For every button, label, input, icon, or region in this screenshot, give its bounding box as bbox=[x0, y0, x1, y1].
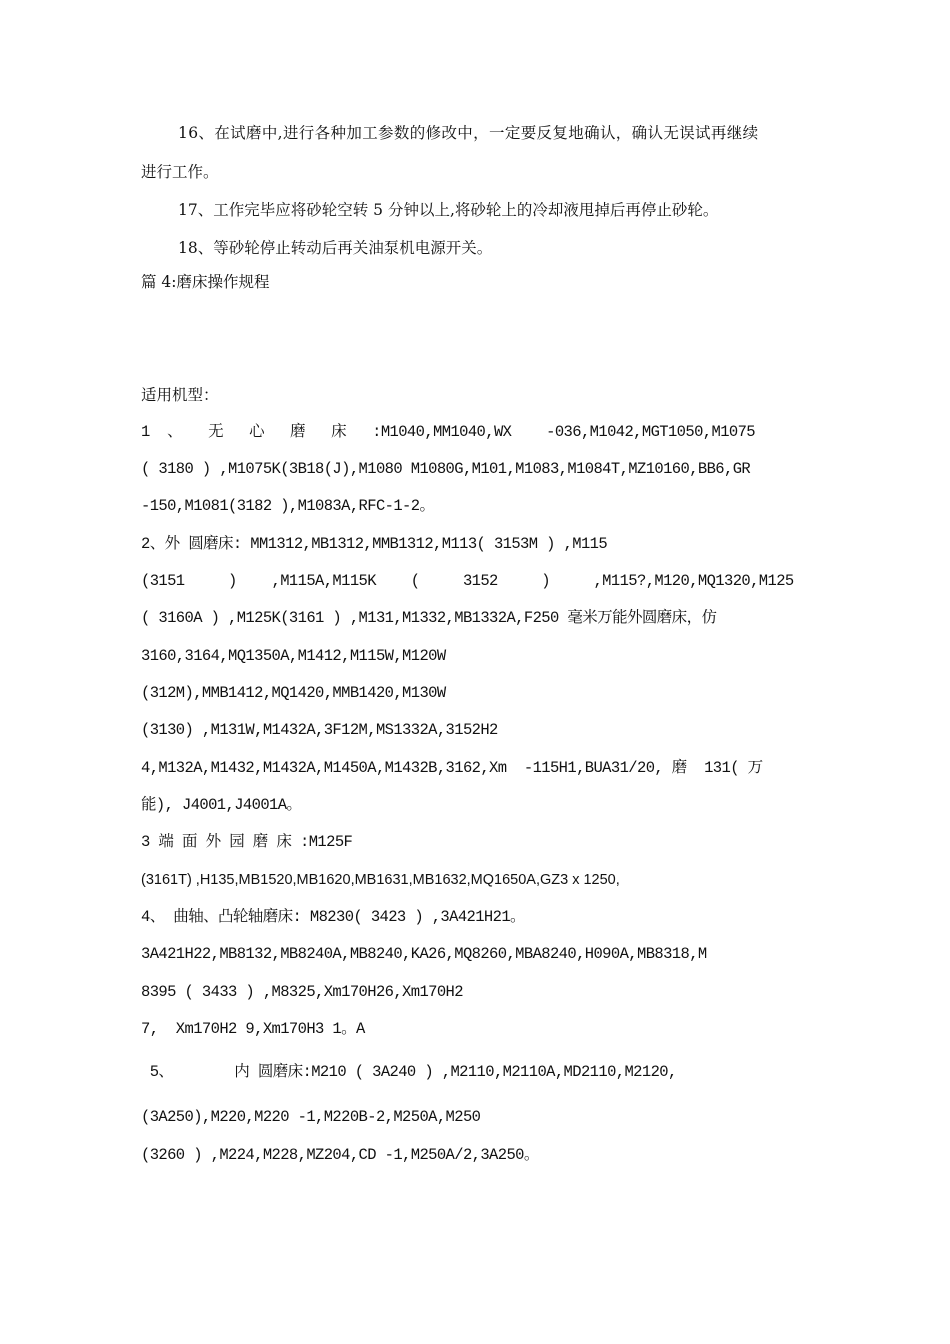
model-line-cylindrical-5: (312M),MMB1412,MQ1420,MMB1420,M130W bbox=[141, 684, 446, 702]
model-line-cylindrical-4: 3160,3164,MQ1350A,M1412,M115W,M120W bbox=[141, 647, 446, 665]
model-line-centerless-1: 1 、 无 心 磨 床 :M1040,MM1040,WX -036,M1042,MGT1050,M1075 bbox=[141, 423, 755, 441]
model-line-crankshaft-3: 8395 ( 3433 ) ,M8325,Xm170H26,Xm170H2 bbox=[141, 983, 463, 1001]
model-line-cylindrical-8: 能), J4001,J4001A。 bbox=[141, 796, 302, 814]
model-line-cylindrical-3: ( 3160A ) ,M125K(3161 ) ,M131,M1332,MB1332A,F250 毫米万能外圆磨床，仿 bbox=[141, 609, 717, 627]
model-line-cylindrical-6: (3130) ,M131W,M1432A,3F12M,MS1332A,3152H2 bbox=[141, 721, 498, 739]
model-line-face-1: 3 端 面 外 园 磨 床 :M125F bbox=[141, 833, 353, 851]
model-line-cylindrical-2: (3151 ) ,M115A,M115K ( 3152 ) ,M115?,M120,MQ1320,M125 bbox=[141, 572, 794, 590]
paragraph-16: 16、在试磨中,进行各种加工参数的修改中，一定要反复地确认，确认无误试再继续 bbox=[178, 124, 759, 142]
model-line-internal-2: (3A250),M220,M220 -1,M220B-2,M250A,M250 bbox=[141, 1108, 481, 1126]
paragraph-16-continued: 进行工作。 bbox=[141, 163, 219, 181]
model-line-centerless-2: ( 3180 ) ,M1075K(3B18(J),M1080 M1080G,M101,M1083,M1084T,MZ10160,BB6,GR bbox=[141, 460, 751, 478]
model-line-cylindrical-7: 4,M132A,M1432,M1432A,M1450A,M1432B,3162,Xm -115H1,BUA31/20, 磨 131( 万 bbox=[141, 759, 763, 777]
model-line-crankshaft-2: 3A421H22,MB8132,MB8240A,MB8240,KA26,MQ8260,MBA8240,H090A,MB8318,M bbox=[141, 945, 707, 963]
section-heading: 篇 4:磨床操作规程 bbox=[141, 273, 270, 291]
model-line-internal-3: (3260 ) ,M224,M228,MZ204,CD -1,M250A/2,3A250。 bbox=[141, 1146, 539, 1164]
model-line-face-2: (3161T) ,H135,MB1520,MB1620,MB1631,MB1632,MQ1650A,GZ3 x 1250, bbox=[141, 872, 620, 888]
paragraph-18: 18、等砂轮停止转动后再关油泵机电源开关。 bbox=[178, 239, 493, 257]
paragraph-17: 17、工作完毕应将砂轮空转 5 分钟以上,将砂轮上的冷却液甩掉后再停止砂轮。 bbox=[178, 201, 719, 219]
model-line-crankshaft-1: 4、 曲轴、凸轮轴磨床: M8230( 3423 ) ,3A421H21。 bbox=[141, 908, 525, 926]
model-line-centerless-3: -150,M1081(3182 ),M1083A,RFC-1-2。 bbox=[141, 497, 435, 515]
model-line-internal-1: 5、 内 圆磨床:M210 ( 3A240 ) ,M2110,M2110A,MD2110,M2120, bbox=[141, 1063, 677, 1081]
model-line-crankshaft-4: 7, Xm170H2 9,Xm170H3 1。A bbox=[141, 1020, 365, 1038]
applicable-models-label: 适用机型： bbox=[141, 386, 219, 404]
model-line-cylindrical-1: 2、外 圆磨床: MM1312,MB1312,MMB1312,M113( 3153M ) ,M115 bbox=[141, 535, 608, 553]
